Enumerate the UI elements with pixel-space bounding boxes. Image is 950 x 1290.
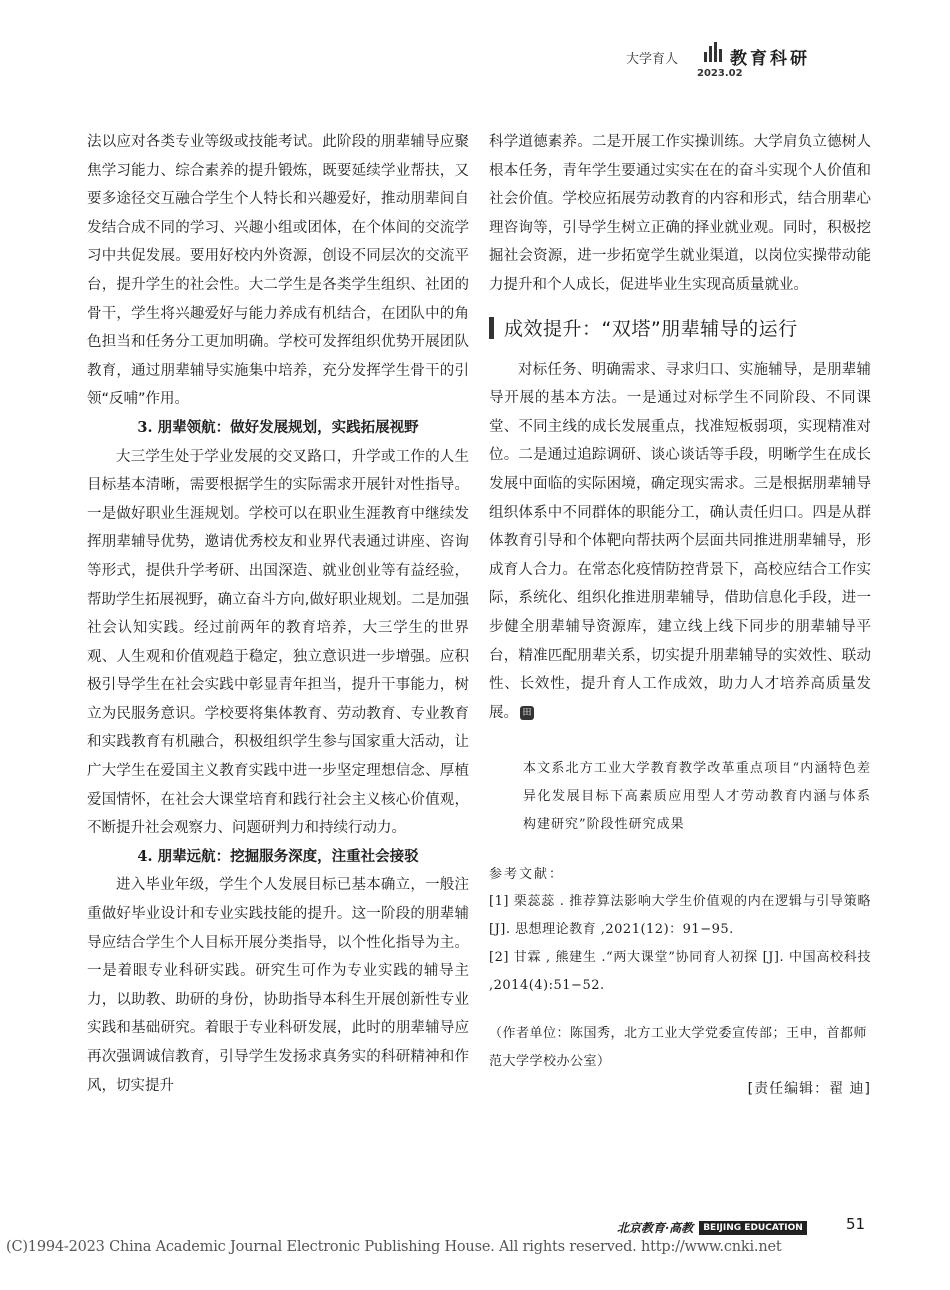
- author-affiliation: （作者单位：陈国秀，北方工业大学党委宣传部；王申，首都师范大学学校办公室）: [489, 1026, 868, 1070]
- journal-logo-icon: [702, 40, 724, 64]
- publication-name-cn: 北京教育·高教: [617, 1221, 694, 1235]
- section-heading: [489, 312, 871, 344]
- subsection-heading-4: 4. 朋辈远航：挖掘服务深度，注重社会接驳: [137, 847, 419, 865]
- paragraph: 法以应对各类专业等级或技能考试。此阶段的朋辈辅导应聚焦学习能力、综合素养的提升锻炼，既要延续学业帮扶，又要多途径交互融合学生个人特长和兴趣爱好，推动朋辈间自发结合成不同的学习、兴趣小组或团体，在个体间的交流学习中共促发展。要用好校内外资源，创设不同层次的交流平台，提升学生的社会性。大二学生是各类学生组织、社团的骨干，学生将兴趣爱好与能力养成有机结合，在团队中的角色担当和任务分工更加明确。学校可发挥组织优势开展团队教育，通过朋辈辅导实施集中培养，充分发挥学生骨干的引领“反哺”作用。: [87, 134, 469, 408]
- reference-item: [2] 甘霖 , 熊建生 .“两大课堂”协同育人初探 [J]. 中国高校科技 ,2014(4):51−52.: [489, 950, 871, 994]
- funding-note: 本文系北方工业大学教育教学改革重点项目“内涵特色差异化发展目标下高素质应用型人才劳动教育内涵与体系构建研究”阶段性研究成果: [523, 761, 871, 833]
- article-end-icon: 田: [520, 706, 534, 720]
- left-column: [87, 128, 469, 1100]
- references-title: 参考文献：: [489, 867, 565, 883]
- footer-publication: [617, 1219, 807, 1236]
- responsible-editor: [责任编辑：翟 迪]: [747, 1081, 871, 1098]
- copyright-notice: (C)1994-2023 China Academic Journal Electronic Publishing House. All rights reserved. http://www.cnki.net: [6, 1239, 782, 1255]
- paragraph: 科学道德素养。二是开展工作实操训练。大学肩负立德树人根本任务，青年学生要通过实实在在的奋斗实现个人价值和社会价值。学校应拓展劳动教育的内容和形式，结合朋辈心理咨询等，引导学生树立正确的择业就业观。同时，积极挖掘社会资源，进一步拓宽学生就业渠道，以岗位实操带动能力提升和个人成长，促进毕业生实现高质量就业。: [489, 134, 871, 293]
- page-header: [598, 38, 858, 84]
- header-issue: 2023.02: [697, 68, 743, 79]
- right-column: [489, 128, 871, 1098]
- page-number: 51: [846, 1215, 866, 1233]
- header-series: 大学育人: [626, 52, 679, 67]
- reference-item: [1] 栗蕊蕊 . 推荐算法影响大学生价值观的内在逻辑与引导策略 [J]. 思想理论教育 ,2021(12)：91−95.: [489, 894, 871, 938]
- header-column-title: 教育科研: [730, 49, 810, 69]
- section-title: 成效提升：“双塔”朋辈辅导的运行: [504, 318, 798, 341]
- paragraph: 大三学生处于学业发展的交叉路口，升学或工作的人生目标基本清晰，需要根据学生的实际需求开展针对性指导。一是做好职业生涯规划。学校可以在职业生涯教育中继续发挥朋辈辅导优势，邀请优秀校友和业界代表通过讲座、咨询等形式，提供升学考研、出国深造、就业创业等有益经验，帮助学生拓展视野，确立奋斗方向,做好职业规划。二是加强社会认知实践。经过前两年的教育培养，大三学生的世界观、人生观和价值观趋于稳定，独立意识进一步增强。应积极引导学生在社会实践中彰显青年担当，提升干事能力，树立为民服务意识。学校要将集体教育、劳动教育、专业教育和实践教育有机融合，积极组织学生参与国家重大活动，让广大学生在爱国主义教育实践中进一步坚定理想信念、厚植爱国情怀，在社会大课堂培育和践行社会主义核心价值观，不断提升社会观察力、问题研判力和持续行动力。: [87, 448, 469, 837]
- section-bar-icon: [489, 317, 494, 339]
- publication-name-en: BEIJING EDUCATION: [699, 1221, 807, 1235]
- paragraph-text: 对标任务、明确需求、寻求归口、实施辅导，是朋辈辅导开展的基本方法。一是通过对标学生不同阶段、不同课堂、不同主线的成长发展重点，找准短板弱项，实现精准对位。二是通过追踪调研、谈心谈话等手段，明晰学生在成长发展中面临的实际困境，确定现实需求。三是根据朋辈辅导组织体系中不同群体的职能分工，确认责任归口。四是从群体教育引导和个体靶向帮扶两个层面共同推进朋辈辅导，形成育人合力。在常态化疫情防控背景下，高校应结合工作实际，系统化、组织化推进朋辈辅导，借助信息化手段，进一步健全朋辈辅导资源库，建立线上线下同步的朋辈辅导平台，精准匹配朋辈关系，切实提升朋辈辅导的实效性、联动性、长效性，提升育人工作成效，助力人才培养高质量发展。: [489, 361, 871, 721]
- paragraph: 进入毕业年级，学生个人发展目标已基本确立，一般注重做好毕业设计和专业实践技能的提升。这一阶段的朋辈辅导应结合学生个人目标开展分类指导，以个性化指导为主。一是着眼专业科研实践。研究生可作为专业实践的辅导主力，以助教、助研的身份，协助指导本科生开展创新性专业实践和基础研究。着眼于专业科研发展，此时的朋辈辅导应再次强调诚信教育，引导学生发扬求真务实的科研精神和作风，切实提升: [87, 877, 469, 1094]
- paragraph: [489, 356, 871, 728]
- subsection-heading-3: 3. 朋辈领航：做好发展规划，实践拓展视野: [137, 418, 419, 436]
